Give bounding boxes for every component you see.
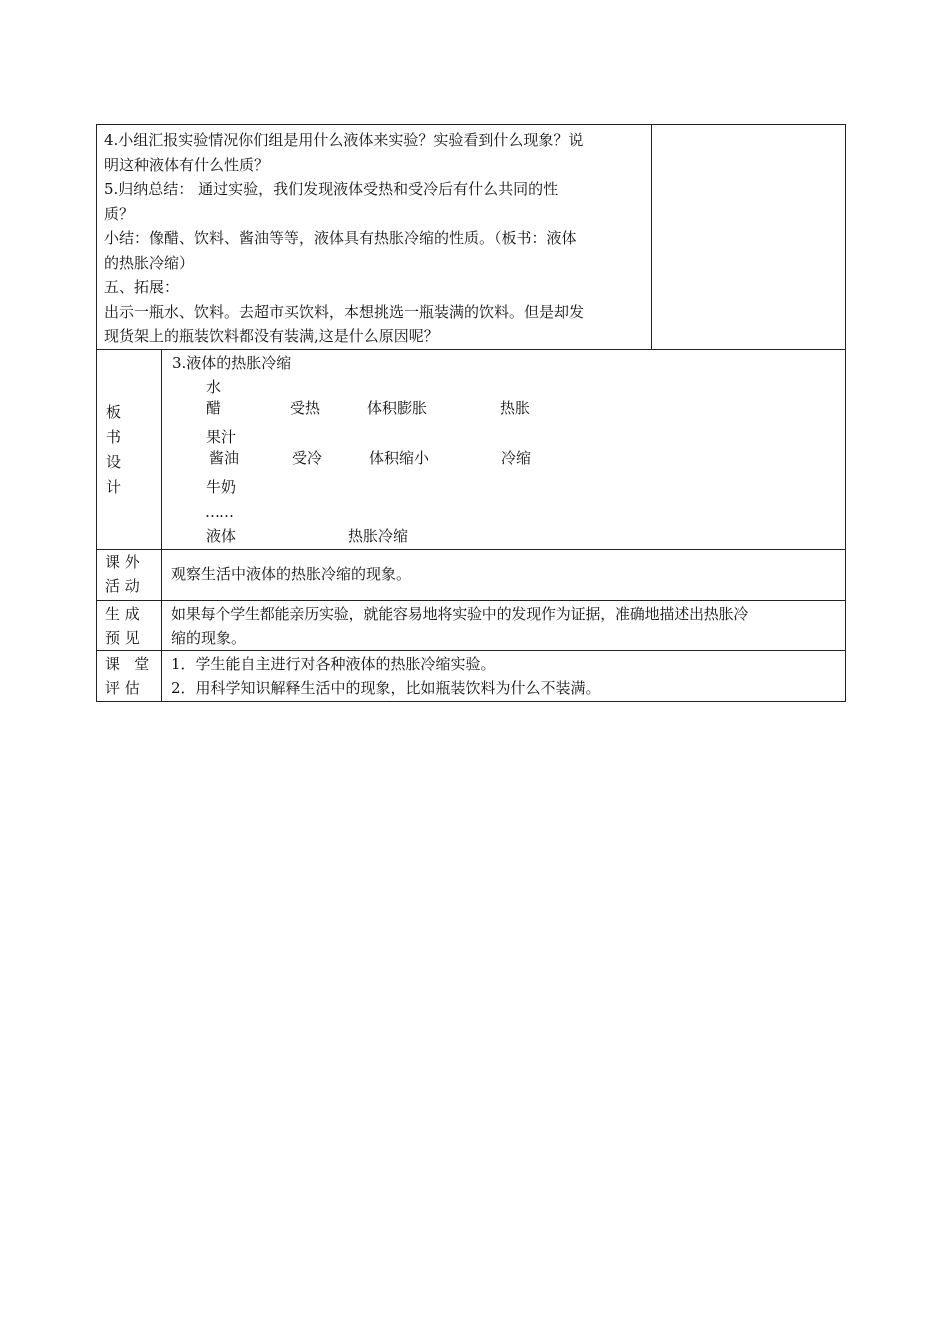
volume-shrink-label: 体积缩小 — [369, 449, 430, 467]
board-design-title: 3.液体的热胀冷缩 — [172, 354, 292, 372]
extracurricular-text: 观察生活中液体的热胀冷缩的现象。 — [171, 565, 412, 583]
board-design-label-char: 设 — [106, 453, 122, 471]
evaluation-text-line: 2．用科学知识解释生活中的现象，比如瓶装饮料为什么不装满。 — [171, 679, 601, 697]
liquid-vinegar: 醋 — [206, 399, 222, 417]
paragraph-line: 4.小组汇报实验情况你们组是用什么液体来实验？实验看到什么现象？说 — [104, 131, 584, 149]
paragraph-line: 质？ — [104, 204, 135, 223]
liquid-juice: 果汁 — [206, 428, 237, 446]
conclusion-label: 热胀冷缩 — [348, 527, 409, 545]
row-divider-1 — [96, 349, 846, 350]
paragraph-line: 现货架上的瓶装饮料都没有装满,这是什么原因呢？ — [104, 327, 439, 345]
paragraph-line: 的热胀冷缩） — [104, 253, 195, 272]
table-border-top — [96, 124, 846, 125]
paragraph-line: 小结：像醋、饮料、酱油等等，液体具有热胀冷缩的性质。（板书：液体 — [104, 229, 577, 247]
paragraph-line: 五、拓展： — [104, 278, 180, 296]
extracurricular-label-line: 活 动 — [105, 577, 140, 595]
top-side-column-divider — [651, 124, 652, 350]
liquid-water: 水 — [206, 378, 222, 396]
extracurricular-label-line: 课 外 — [105, 553, 140, 571]
paragraph-line: 明这种液体有什么性质？ — [104, 155, 270, 174]
liquid-soy-sauce: 酱油 — [209, 449, 240, 467]
paragraph-line: 5.归纳总结： 通过实验，我们发现液体受热和受冷后有什么共同的性 — [104, 180, 559, 198]
preview-text-line: 缩的现象。 — [171, 629, 247, 647]
ellipsis: …… — [205, 503, 233, 521]
heat-label: 受热 — [290, 399, 321, 417]
preview-label-line: 生 成 — [105, 605, 140, 623]
liquid-general: 液体 — [206, 527, 237, 545]
top-section — [104, 128, 649, 349]
liquid-milk: 牛奶 — [206, 478, 237, 496]
board-design-label-char: 板 — [106, 403, 122, 421]
preview-label-line: 预 见 — [105, 629, 140, 647]
volume-expand-label: 体积膨胀 — [367, 399, 428, 417]
heat-expansion-label: 热胀 — [500, 399, 531, 417]
row-divider-4 — [96, 650, 846, 651]
paragraph-line: 出示一瓶水、饮料。去超市买饮料，本想挑选一瓶装满的饮料。但是却发 — [104, 302, 585, 321]
table-border-left-top — [96, 124, 97, 702]
evaluation-text-line: 1．学生能自主进行对各种液体的热胀冷缩实验。 — [171, 655, 496, 673]
row-divider-2 — [96, 549, 846, 550]
evaluation-label-line: 课 堂 — [105, 655, 150, 673]
cold-label: 受冷 — [292, 449, 323, 467]
board-design-label-char: 计 — [106, 478, 122, 496]
evaluation-label-line: 评 估 — [105, 679, 140, 697]
table-border-right — [845, 124, 846, 702]
board-design-label-char: 书 — [106, 428, 122, 446]
table-border-bottom — [96, 701, 846, 702]
row-divider-3 — [96, 600, 846, 601]
cold-contraction-label: 冷缩 — [501, 449, 532, 467]
preview-text-line: 如果每个学生都能亲历实验，就能容易地将实验中的发现作为证据，准确地描述出热胀冷 — [171, 605, 749, 623]
